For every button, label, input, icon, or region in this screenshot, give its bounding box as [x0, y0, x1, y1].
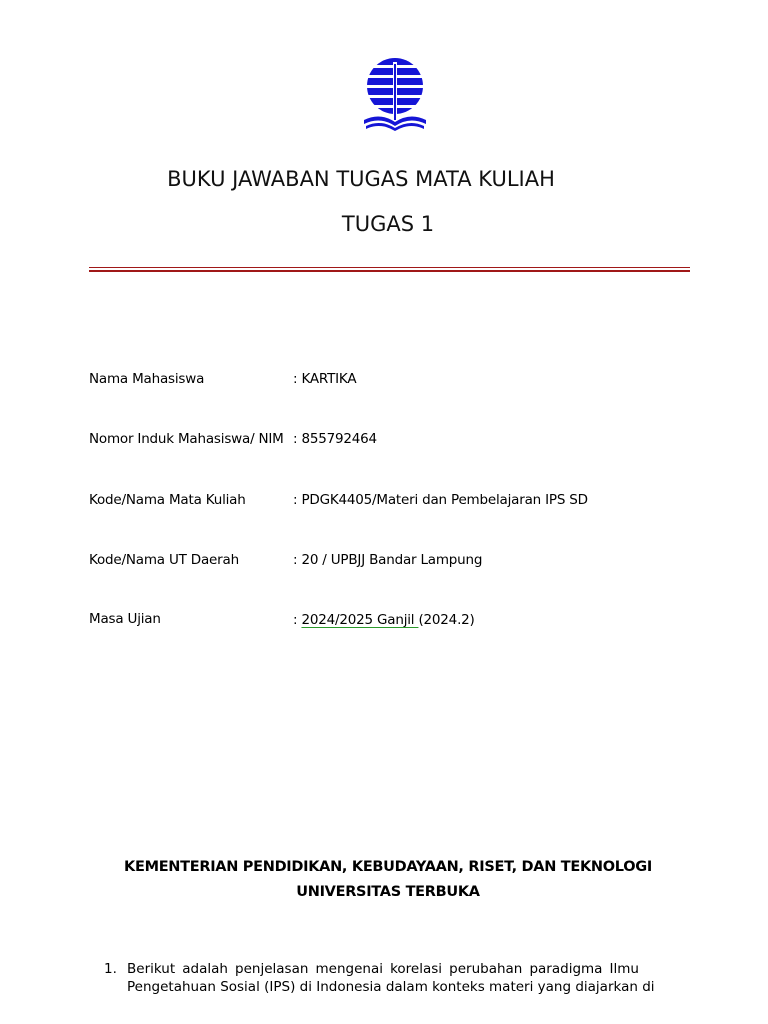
question-text-line: Berikut adalah penjelasan mengenai korelasi perubahan paradigma Ilmu	[127, 961, 639, 977]
info-value: : 20 / UPBJJ Bandar Lampung	[293, 552, 483, 568]
question-text-line: Pengetahuan Sosial (IPS) di Indonesia dalam konteks materi yang diajarkan di	[127, 979, 655, 995]
info-value-suffix: (2024.2)	[418, 612, 475, 628]
document-title: BUKU JAWABAN TUGAS MATA KULIAH	[167, 167, 555, 191]
info-row-masa-ujian	[89, 611, 709, 631]
info-row-mata-kuliah	[89, 492, 709, 512]
universitas-terbuka-logo-icon	[362, 56, 428, 132]
question-number: 1.	[104, 961, 117, 977]
divider-line-bottom	[89, 270, 690, 272]
info-value: : 855792464	[293, 431, 377, 447]
ministry-name: KEMENTERIAN PENDIDIKAN, KEBUDAYAAN, RISET, DAN TEKNOLOGI	[124, 859, 652, 875]
university-name: UNIVERSITAS TERBUKA	[296, 884, 480, 900]
info-value	[293, 612, 475, 628]
info-label: Masa Ujian	[89, 611, 161, 627]
info-row-ut-daerah	[89, 552, 709, 572]
info-value-prefix: :	[293, 612, 302, 628]
info-label: Nama Mahasiswa	[89, 371, 205, 387]
info-label: Nomor Induk Mahasiswa/ NIM	[89, 431, 284, 447]
info-row-nama	[89, 371, 709, 391]
divider-line-top	[89, 267, 690, 268]
info-label: Kode/Nama Mata Kuliah	[89, 492, 246, 508]
info-value: : PDGK4405/Materi dan Pembelajaran IPS SD	[293, 492, 588, 508]
document-subtitle: TUGAS 1	[341, 212, 435, 236]
info-label: Kode/Nama UT Daerah	[89, 552, 239, 568]
info-value-underlined: 2024/2025 Ganjil	[301, 612, 419, 628]
info-row-nim	[89, 431, 709, 451]
info-value: : KARTIKA	[293, 371, 357, 387]
